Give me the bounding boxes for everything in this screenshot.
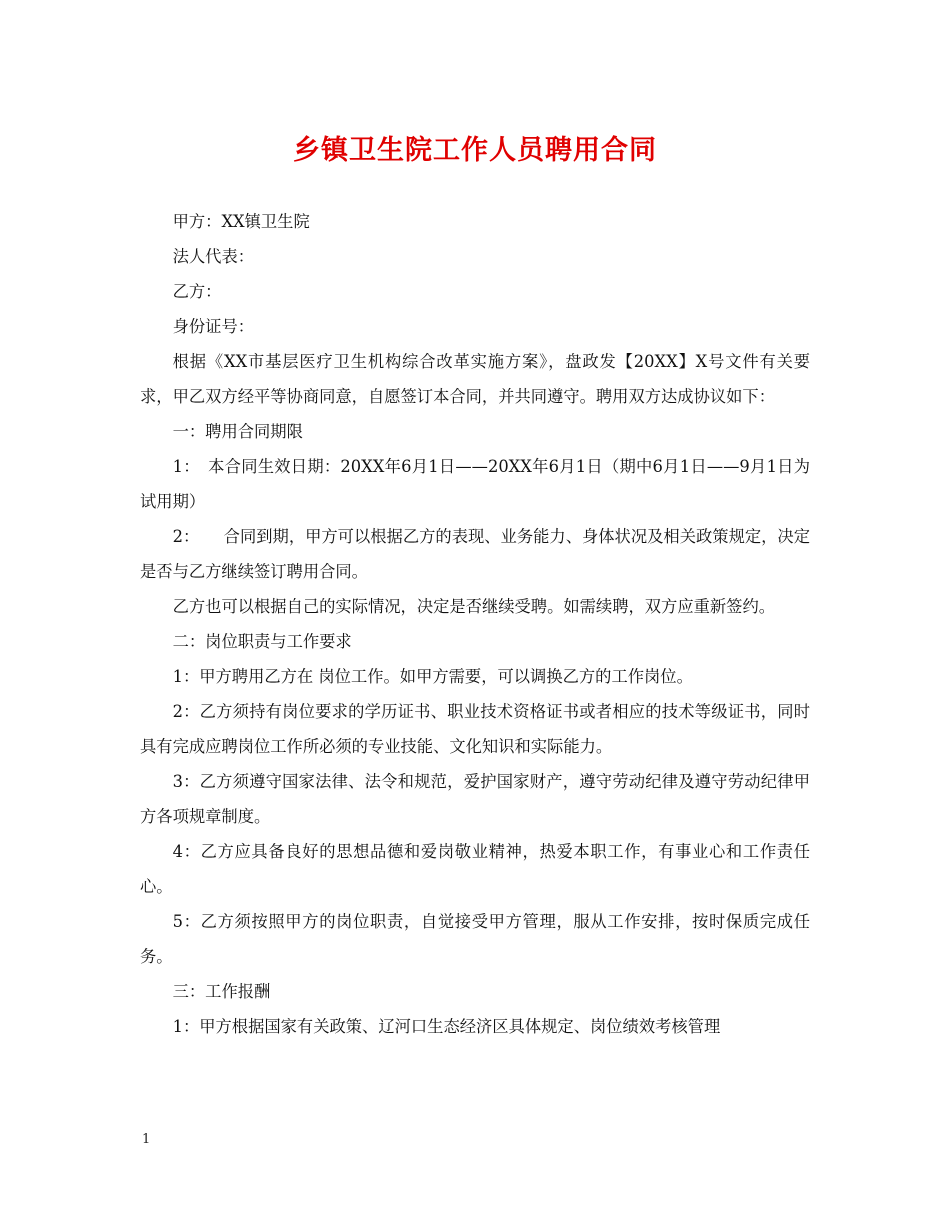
section-heading-duties: 二：岗位职责与工作要求 xyxy=(172,632,352,651)
clause-paragraph: 1：甲方聘用乙方在 岗位工作。如甲方需要，可以调换乙方的工作岗位。 xyxy=(172,667,693,686)
document-body xyxy=(140,204,810,1044)
clause-paragraph: 1：甲方根据国家有关政策、辽河口生态经济区具体规定、岗位绩效考核管理 xyxy=(172,1017,721,1036)
clause-paragraph: 2： 合同到期，甲方可以根据乙方的表现、业务能力、身体状况及相关政策规定，决定是否与乙方继续签订聘用合同。 xyxy=(140,527,810,581)
clause-paragraph: 2：乙方须持有岗位要求的学历证书、职业技术资格证书或者相应的技术等级证书，同时具有完成应聘岗位工作所必须的专业技能、文化知识和实际能力。 xyxy=(140,702,810,756)
id-number-line: 身份证号： xyxy=(172,317,255,336)
clause-paragraph: 4：乙方应具备良好的思想品德和爱岗敬业精神，热爱本职工作，有事业心和工作责任心。 xyxy=(140,842,810,896)
clause-paragraph: 乙方也可以根据自己的实际情况，决定是否继续受聘。如需续聘，双方应重新签约。 xyxy=(172,597,776,616)
section-heading-term: 一：聘用合同期限 xyxy=(172,422,303,441)
legal-representative-line: 法人代表： xyxy=(172,247,255,266)
section-heading-pay: 三：工作报酬 xyxy=(172,982,271,1001)
party-b-line: 乙方： xyxy=(172,282,222,301)
clause-paragraph: 3：乙方须遵守国家法律、法令和规范，爱护国家财产，遵守劳动纪律及遵守劳动纪律甲方各项规章制度。 xyxy=(140,772,810,826)
preamble-paragraph: 根据《XX市基层医疗卫生机构综合改革实施方案》，盘政发【20XX】X号文件有关要求，甲乙双方经平等协商同意，自愿签订本合同，并共同遵守。聘用双方达成协议如下： xyxy=(140,352,810,406)
clause-paragraph: 5：乙方须按照甲方的岗位职责，自觉接受甲方管理，服从工作安排，按时保质完成任务。 xyxy=(140,912,810,966)
clause-paragraph: 1： 本合同生效日期：20XX年6月1日——20XX年6月1日（期中6月1日——9月1日为试用期） xyxy=(140,457,810,511)
party-a-line: 甲方：XX镇卫生院 xyxy=(172,212,310,231)
page-number: 1 xyxy=(142,1132,151,1147)
document-title: 乡镇卫生院工作人员聘用合同 xyxy=(293,135,657,166)
